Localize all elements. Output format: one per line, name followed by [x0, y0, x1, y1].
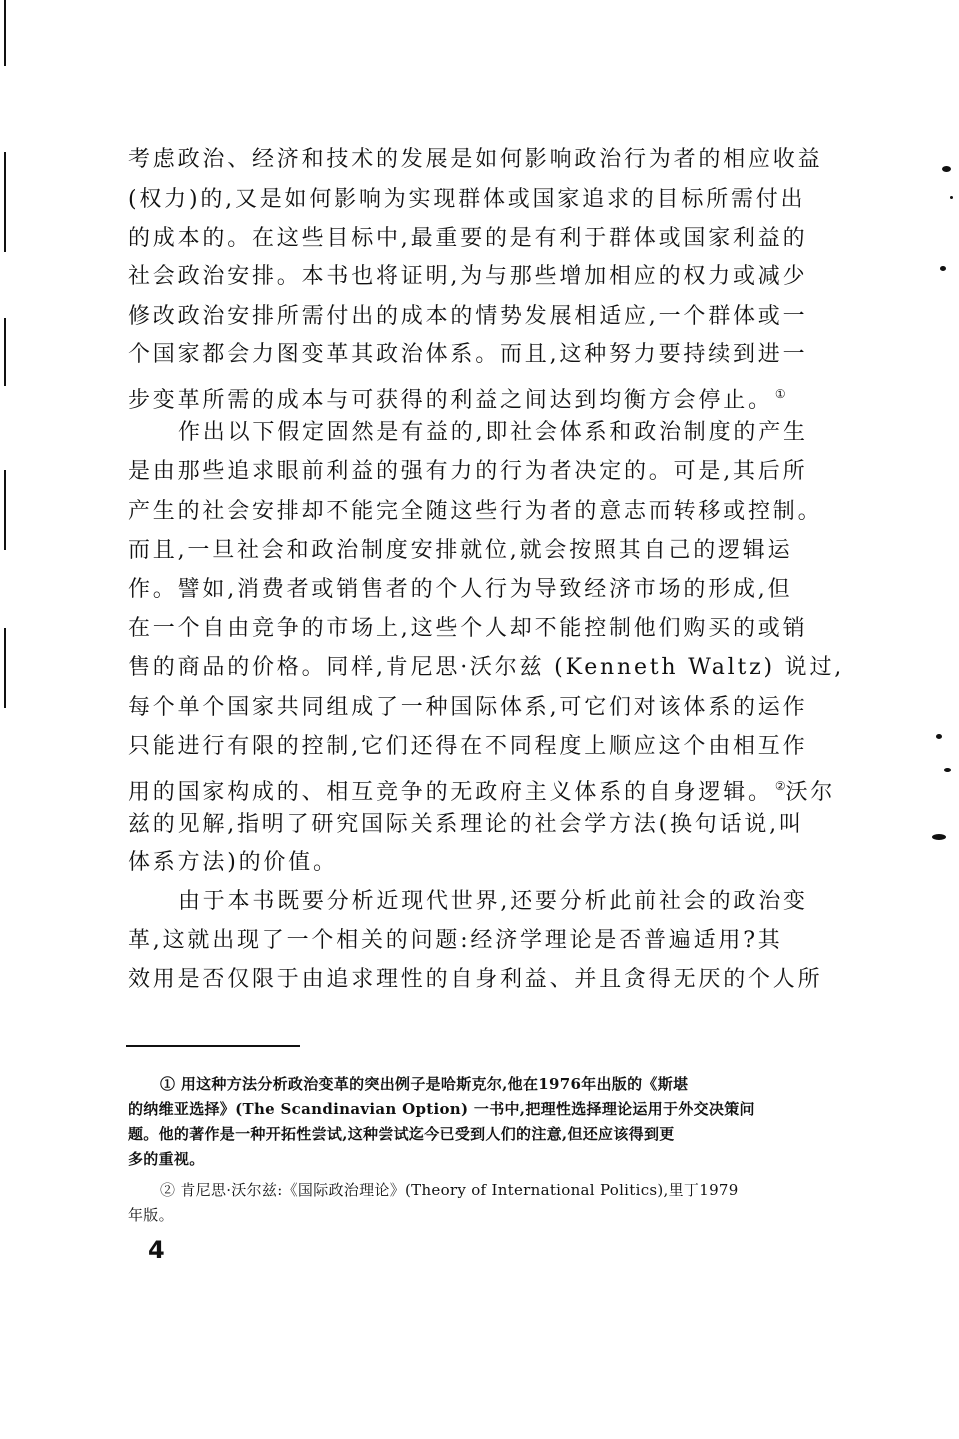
scan-speck	[944, 768, 951, 772]
body-line: 体系方法)的价值。	[128, 850, 338, 875]
body-line: 兹的见解,指明了研究国际关系理论的社会学方法(换句话说,叫	[128, 812, 804, 837]
footnote-line: ① 用这种方法分析政治变革的突出例子是哈斯克尔,他在1976年出版的《斯堪	[160, 1075, 689, 1093]
footnote-line: 年版。	[128, 1206, 174, 1224]
scan-speck	[940, 266, 946, 271]
body-line-text: 步变革所需的成本与可获得的利益之间达到均衡方会停止。	[128, 388, 773, 413]
body-line-text: 沃尔	[785, 780, 836, 805]
scan-edge-mark	[4, 152, 6, 252]
footnote-line: 的纳维亚选择》(The Scandinavian Option) 一书中,把理性选择理论运用于外交决策问	[128, 1100, 755, 1118]
scan-edge-mark	[4, 470, 6, 550]
body-line: 革,这就出现了一个相关的问题:经济学理论是否普遍适用?其	[128, 928, 783, 953]
body-line: 每个单个国家共同组成了一种国际体系,可它们对该体系的运作	[128, 695, 808, 720]
body-line-text: 用的国家构成的、相互竞争的无政府主义体系的自身逻辑。	[128, 780, 773, 805]
body-line	[128, 771, 840, 808]
footnote-separator	[126, 1045, 300, 1047]
body-line: 售的商品的价格。同样,肯尼思·沃尔兹 (Kenneth Waltz) 说过,	[128, 655, 845, 680]
scan-edge-mark	[4, 318, 6, 386]
footnote-line: ② 肯尼思·沃尔兹:《国际政治理论》(Theory of International Politics),里丁1979	[160, 1181, 739, 1199]
body-line: 是由那些追求眼前利益的强有力的行为者决定的。可是,其后所	[128, 459, 808, 484]
body-line: 作。譬如,消费者或销售者的个人行为导致经济市场的形成,但	[128, 577, 793, 602]
body-line: (权力)的,又是如何影响为实现群体或国家追求的目标所需付出	[128, 187, 806, 212]
body-line: 由于本书既要分析近现代世界,还要分析此前社会的政治变	[178, 889, 808, 914]
body-line: 个国家都会力图变革其政治体系。而且,这种努力要持续到进一	[128, 342, 808, 367]
footnote-line: 题。他的著作是一种开拓性尝试,这种尝试迄今已受到人们的注意,但还应该得到更	[128, 1125, 675, 1143]
footnote-marker-1[interactable]: ①	[774, 387, 786, 401]
scan-speck	[950, 196, 953, 199]
scan-edge-mark	[4, 0, 6, 66]
scan-speck	[936, 734, 942, 739]
body-line: 而且,一旦社会和政治制度安排就位,就会按照其自己的逻辑运	[128, 538, 793, 563]
body-line: 社会政治安排。本书也将证明,为与那些增加相应的权力或减少	[128, 264, 808, 289]
scan-edge-mark	[4, 628, 6, 708]
body-line: 产生的社会安排却不能完全随这些行为者的意志而转移或控制。	[128, 499, 823, 524]
body-line: 修改政治安排所需付出的成本的情势发展相适应,一个群体或一	[128, 304, 808, 329]
body-line: 只能进行有限的控制,它们还得在不同程度上顺应这个由相互作	[128, 734, 808, 759]
body-line: 考虑政治、经济和技术的发展是如何影响政治行为者的相应收益	[128, 147, 823, 172]
body-line: 在一个自由竞争的市场上,这些个人却不能控制他们购买的或销	[128, 616, 808, 641]
footnote-line: 多的重视。	[128, 1150, 205, 1168]
body-line: 效用是否仅限于由追求理性的自身利益、并且贪得无厌的个人所	[128, 967, 823, 992]
body-line	[128, 379, 840, 416]
body-line: 作出以下假定固然是有益的,即社会体系和政治制度的产生	[178, 420, 808, 445]
page-number: 4	[148, 1236, 165, 1264]
footnote-marker-2[interactable]: ②	[774, 779, 786, 793]
scan-speck	[942, 166, 951, 172]
body-line: 的成本的。在这些目标中,最重要的是有利于群体或国家利益的	[128, 226, 808, 251]
scan-speck	[932, 834, 946, 840]
